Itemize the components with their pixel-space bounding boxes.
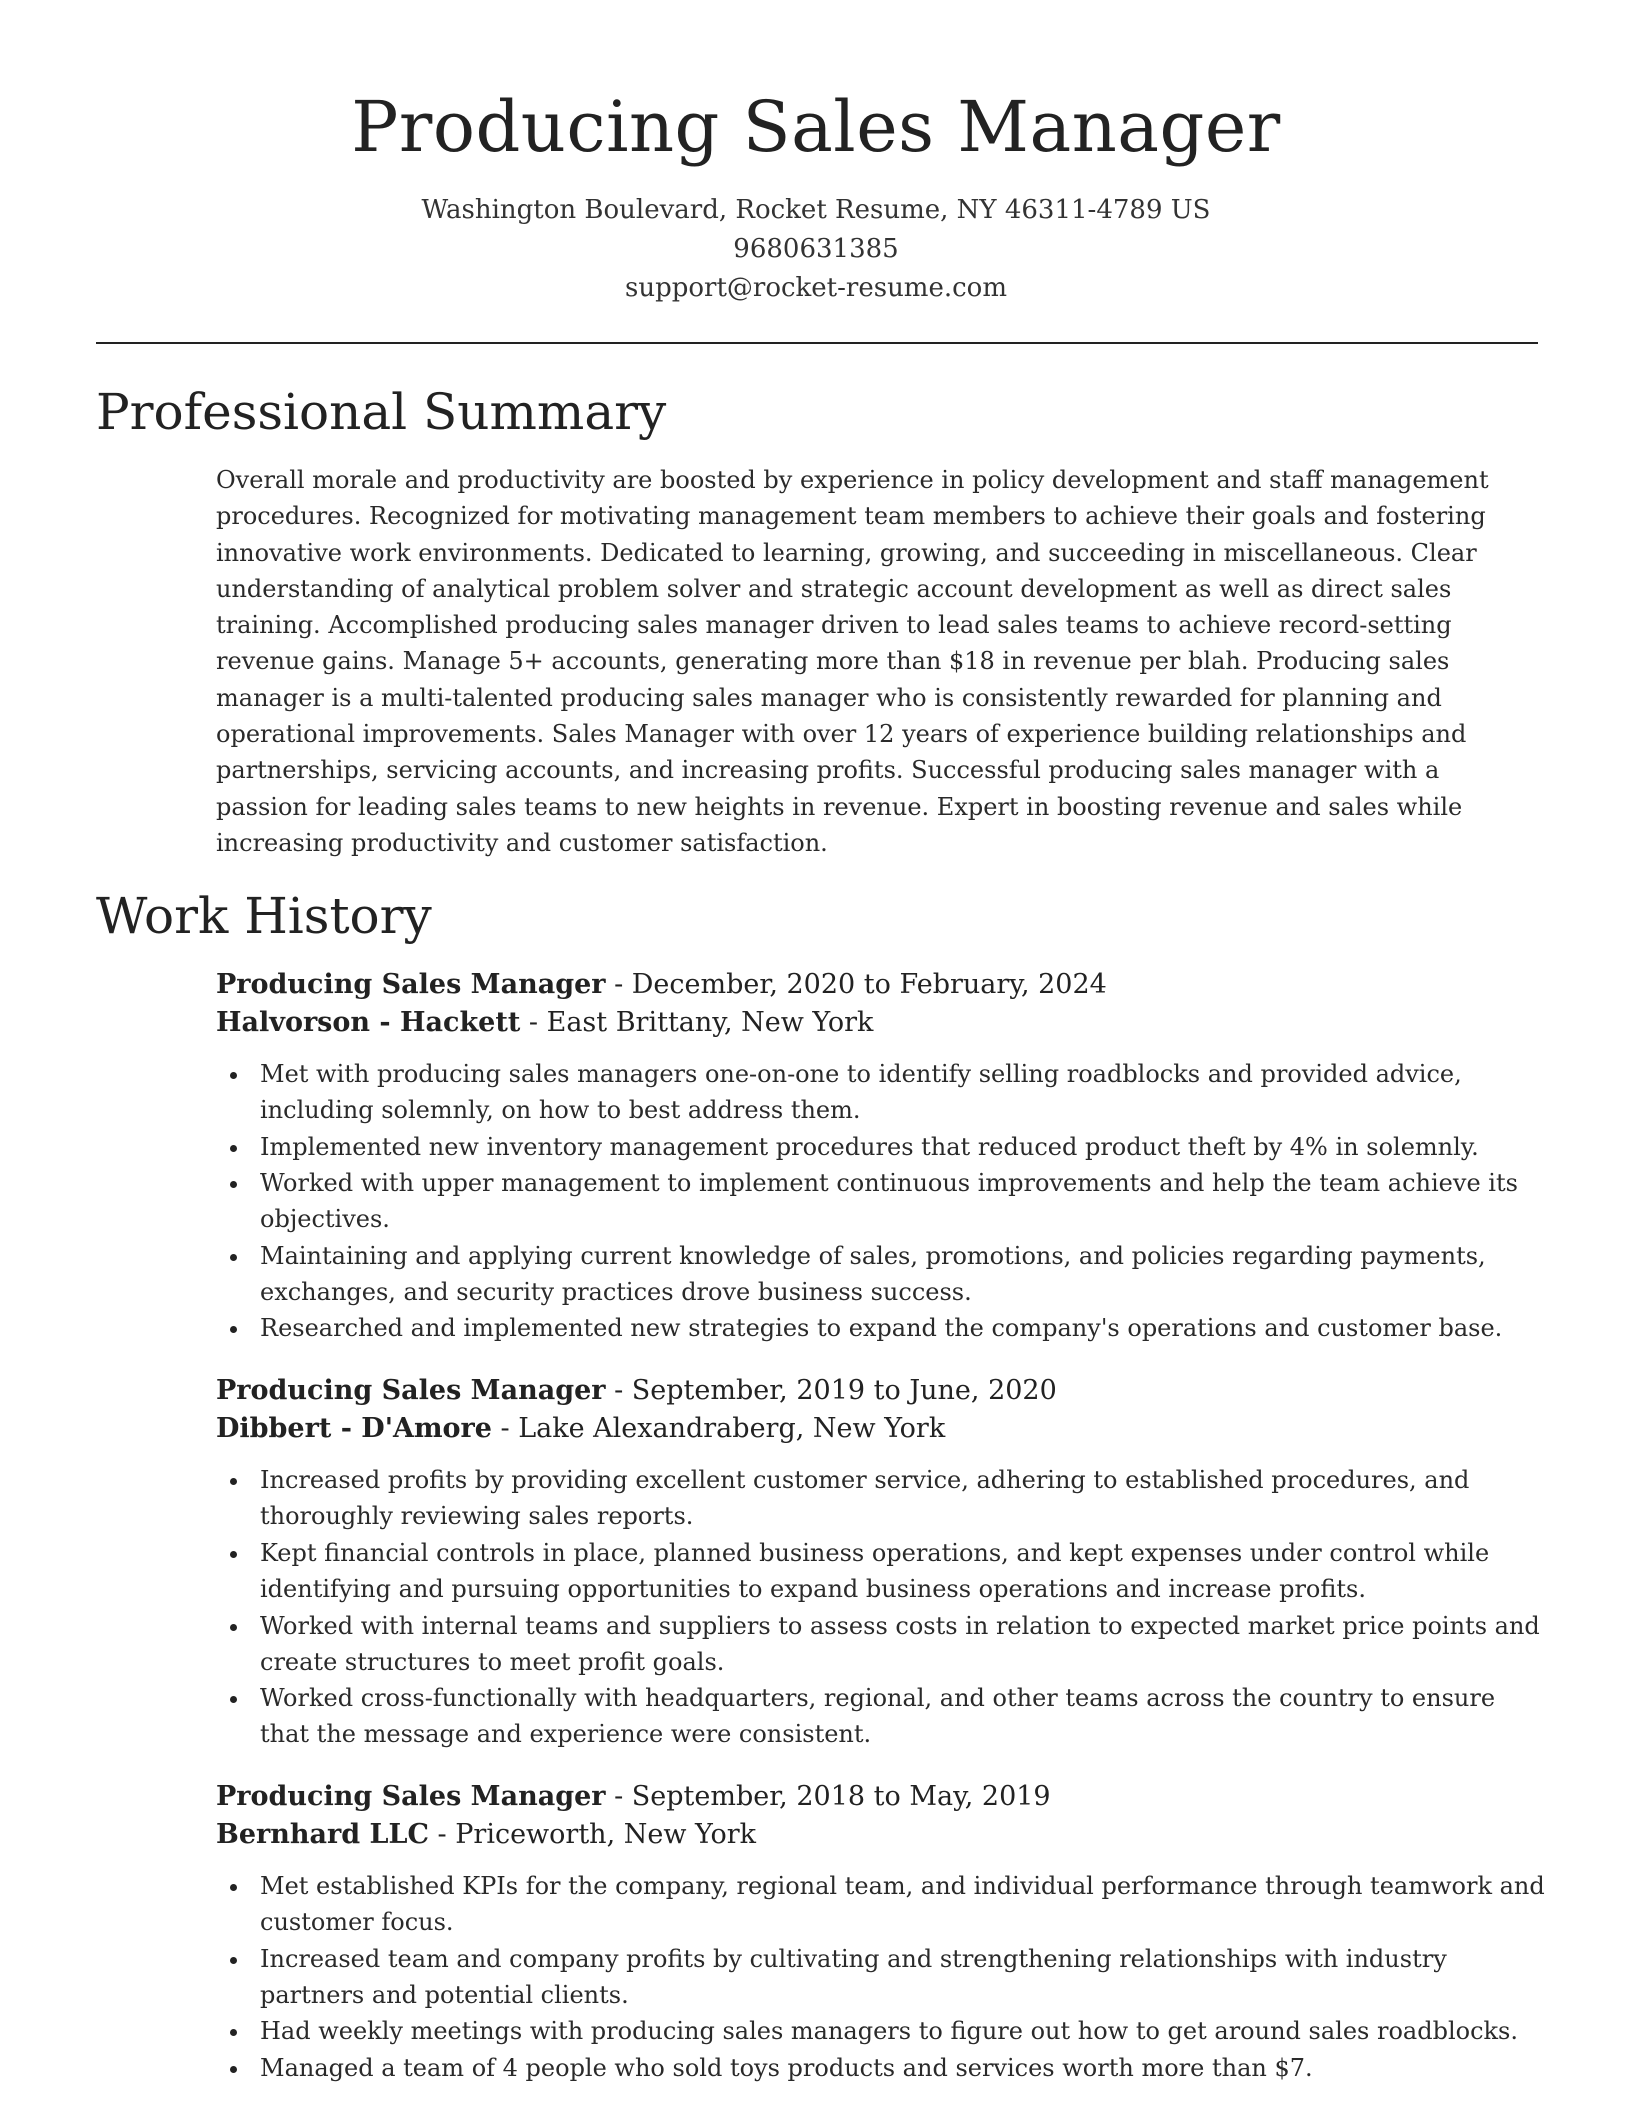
- bullet-icon: [230, 2029, 237, 2036]
- bullet-icon: [230, 1072, 237, 1079]
- bullet-icon: [230, 1884, 237, 1891]
- job-title: Producing Sales Manager: [216, 969, 606, 1000]
- job-separator: -: [605, 969, 632, 1000]
- bullet-icon: [230, 1254, 237, 1261]
- job-bullet-list: [216, 1056, 1546, 1346]
- job-company-line: [216, 1004, 1546, 1042]
- job-bullet: [216, 1310, 1546, 1346]
- job-bullet-text: Managed a team of 4 people who sold toys products and services worth more than $7.: [260, 2053, 1313, 2082]
- contact-phone: 9680631385: [733, 234, 899, 264]
- job-bullet-text: Met with producing sales managers one-on-one to identify selling roadblocks and provided advice, including solemnly, on how to best address them.: [260, 1060, 1462, 1124]
- bullet-icon: [230, 2066, 237, 2073]
- job-company-line: [216, 1410, 1546, 1448]
- bullet-icon: [230, 1145, 237, 1152]
- job-title-line: [216, 1372, 1546, 1410]
- contact-email: support@rocket-resume.com: [624, 273, 1007, 303]
- job-bullet: [216, 1608, 1546, 1680]
- job-separator: -: [605, 1781, 632, 1813]
- job-location: Priceworth, New York: [455, 1819, 757, 1851]
- job-bullet-text: Implemented new inventory management procedures that reduced product theft by 4% in solemnly.: [260, 1132, 1479, 1161]
- job-bullet: [216, 1680, 1546, 1752]
- job-bullet: [216, 2050, 1546, 2086]
- bullet-icon: [230, 1624, 237, 1631]
- contact-block: [0, 191, 1632, 308]
- job-company: Halvorson - Hackett: [216, 1007, 521, 1038]
- job-bullet: [216, 2013, 1546, 2049]
- bullet-icon: [230, 1326, 237, 1333]
- job-bullet: [216, 1165, 1546, 1237]
- work-history-list: [216, 966, 1546, 2112]
- job-bullet-text: Maintaining and applying current knowledge of sales, promotions, and policies regarding payments, exchanges, and security practices drove business success.: [260, 1241, 1486, 1306]
- job-company-line: [216, 1816, 1546, 1854]
- job-bullet-text: Worked with internal teams and suppliers to assess costs in relation to expected market price points and create structures to meet profit goals.: [260, 1611, 1540, 1676]
- job-entry: [216, 1778, 1546, 2086]
- job-bullet: [216, 1868, 1546, 1940]
- section-title-summary: Professional Summary: [96, 383, 667, 441]
- bullet-icon: [230, 1478, 237, 1485]
- job-bullet-text: Increased team and company profits by cultivating and strengthening relationships with industry partners and potential clients.: [260, 1944, 1447, 2009]
- resume-name: Producing Sales Manager: [351, 86, 1281, 168]
- job-bullet-text: Researched and implemented new strategies to expand the company's operations and customer base.: [260, 1314, 1503, 1343]
- job-bullet-text: Met established KPIs for the company, regional team, and individual performance through teamwork and customer focus.: [260, 1872, 1545, 1937]
- job-bullet-text: Worked cross-functionally with headquarters, regional, and other teams across the country to ensure that the message and experience were consistent.: [260, 1684, 1496, 1749]
- summary-text: Overall morale and productivity are boosted by experience in policy development and staff management procedures. Recognized for motivating management team members to achieve their goals and fostering innovative work environments. Dedicated to learning, growing, and succeeding in miscellaneous. Clear understanding of analytical problem solver and strategic account development as well as direct sales training. Accomplished producing sales manager driven to lead sales teams to achieve record-setting revenue gains. Manage 5+ accounts, generating more than $18 in revenue per blah. Producing sales manager is a multi-talented producing sales manager who is consistently rewarded for planning and operational improvements. Sales Manager with over 12 years of experience building relationships and partnerships, servicing accounts, and increasing profits. Successful producing sales manager with a passion for leading sales teams to new heights in revenue. Expert in boosting revenue and sales while increasing productivity and customer satisfaction.: [216, 466, 1489, 857]
- job-bullet-text: Kept financial controls in place, planned business operations, and kept expenses under control while identifying and pursuing opportunities to expand business operations and increase profits.: [260, 1538, 1490, 1603]
- job-bullet: [216, 1462, 1546, 1534]
- job-bullet-text: Increased profits by providing excellent customer service, adhering to established procedures, and thoroughly reviewing sales reports.: [260, 1466, 1470, 1531]
- job-bullet: [216, 1238, 1546, 1310]
- job-bullet-list: [216, 1868, 1546, 2086]
- job-company: Dibbert - D'Amore: [216, 1413, 492, 1445]
- job-title-line: [216, 966, 1546, 1004]
- job-title: Producing Sales Manager: [216, 1781, 606, 1813]
- job-entry: [216, 966, 1546, 1346]
- job-bullet: [216, 1941, 1546, 2013]
- job-dates: September, 2019 to June, 2020: [631, 1375, 1057, 1407]
- job-location: East Brittany, New York: [546, 1007, 874, 1038]
- job-bullet: [216, 1129, 1546, 1165]
- bullet-icon: [230, 1181, 237, 1188]
- bullet-icon: [230, 1696, 237, 1703]
- job-title: Producing Sales Manager: [216, 1375, 606, 1407]
- job-dates: December, 2020 to February, 2024: [631, 969, 1107, 1000]
- job-title-line: [216, 1778, 1546, 1816]
- bullet-icon: [230, 1957, 237, 1964]
- job-bullet-list: [216, 1462, 1546, 1752]
- job-entry: [216, 1372, 1546, 1752]
- job-bullet-text: Worked with upper management to implement continuous improvements and help the team achieve its objectives.: [260, 1169, 1518, 1234]
- job-bullet: [216, 1535, 1546, 1607]
- job-separator: -: [605, 1375, 632, 1407]
- job-separator: -: [428, 1819, 456, 1851]
- job-company: Bernhard LLC: [216, 1819, 429, 1851]
- job-separator: -: [491, 1413, 519, 1445]
- job-location: Lake Alexandraberg, New York: [518, 1413, 946, 1445]
- header-divider: [96, 342, 1538, 344]
- contact-address: Washington Boulevard, Rocket Resume, NY 46311-4789 US: [421, 195, 1211, 225]
- section-title-work-history: Work History: [96, 887, 432, 945]
- job-bullet: [216, 1056, 1546, 1128]
- job-dates: September, 2018 to May, 2019: [631, 1781, 1051, 1813]
- job-separator: -: [520, 1007, 547, 1038]
- bullet-icon: [230, 1551, 237, 1558]
- job-bullet-text: Had weekly meetings with producing sales managers to figure out how to get around sales roadblocks.: [260, 2017, 1518, 2046]
